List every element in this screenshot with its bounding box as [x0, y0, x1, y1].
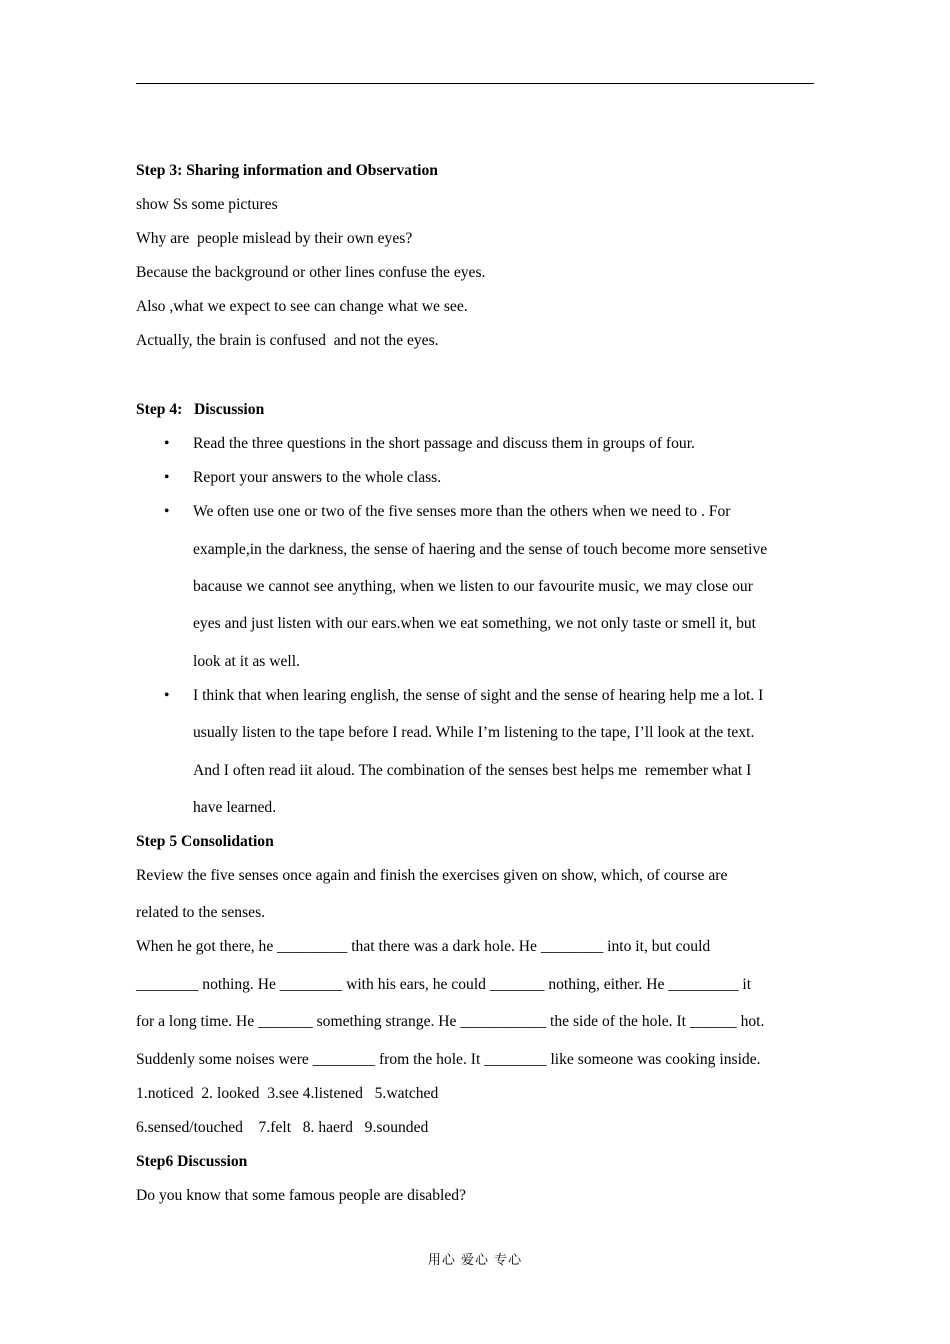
- step3-line: Why are people mislead by their own eyes?: [136, 230, 413, 247]
- exercise-line: Suddenly some noises were ________ from the hole. It ________ like someone was cooking inside.: [136, 1051, 761, 1068]
- step3-line: Also ,what we expect to see can change what we see.: [136, 298, 468, 315]
- bullet-text: And I often read iit aloud. The combination of the senses best helps me remember what I: [193, 762, 752, 779]
- page-footer: 用心 爱心 专心: [427, 1253, 523, 1268]
- step3-line: Actually, the brain is confused and not the eyes.: [136, 332, 439, 349]
- bullet-text: usually listen to the tape before I read. While I’m listening to the tape, I’ll look at the text.: [193, 724, 755, 741]
- bullet-text: bacause we cannot see anything, when we listen to our favourite music, we may close our: [193, 578, 753, 595]
- bullet-icon: •: [164, 469, 170, 486]
- bullet-text: I think that when learing english, the sense of sight and the sense of hearing help me a lot. I: [193, 687, 764, 704]
- bullet-text: Read the three questions in the short passage and discuss them in groups of four.: [193, 435, 695, 452]
- bullet-icon: •: [164, 503, 170, 520]
- bullet-text: Report your answers to the whole class.: [193, 469, 442, 486]
- step3-line: show Ss some pictures: [136, 196, 278, 213]
- header-rule: [136, 83, 814, 84]
- step5-intro: related to the senses.: [136, 904, 266, 921]
- step6-line: Do you know that some famous people are disabled?: [136, 1187, 466, 1204]
- step6-heading: Step6 Discussion: [136, 1153, 248, 1170]
- bullet-text: eyes and just listen with our ears.when we eat something, we not only taste or smell it, but: [193, 615, 756, 632]
- answer-line: 1.noticed 2. looked 3.see 4.listened 5.watched: [136, 1085, 439, 1102]
- exercise-line: for a long time. He _______ something strange. He ___________ the side of the hole. It ______ hot.: [136, 1013, 765, 1030]
- bullet-text: have learned.: [193, 799, 277, 816]
- bullet-icon: •: [164, 687, 170, 704]
- bullet-icon: •: [164, 435, 170, 452]
- step5-intro: Review the five senses once again and finish the exercises given on show, which, of course are: [136, 867, 728, 884]
- bullet-text: look at it as well.: [193, 653, 300, 670]
- exercise-line: ________ nothing. He ________ with his ears, he could _______ nothing, either. He _________ it: [136, 976, 752, 993]
- bullet-text: We often use one or two of the five senses more than the others when we need to . For: [193, 503, 731, 520]
- step5-heading: Step 5 Consolidation: [136, 833, 274, 850]
- step4-heading: Step 4: Discussion: [136, 401, 265, 418]
- exercise-line: When he got there, he _________ that there was a dark hole. He ________ into it, but could: [136, 938, 711, 955]
- step3-heading: Step 3: Sharing information and Observation: [136, 162, 438, 179]
- step3-line: Because the background or other lines confuse the eyes.: [136, 264, 486, 281]
- bullet-text: example,in the darkness, the sense of haering and the sense of touch become more sensetive: [193, 541, 768, 558]
- answer-line: 6.sensed/touched 7.felt 8. haerd 9.sounded: [136, 1119, 429, 1136]
